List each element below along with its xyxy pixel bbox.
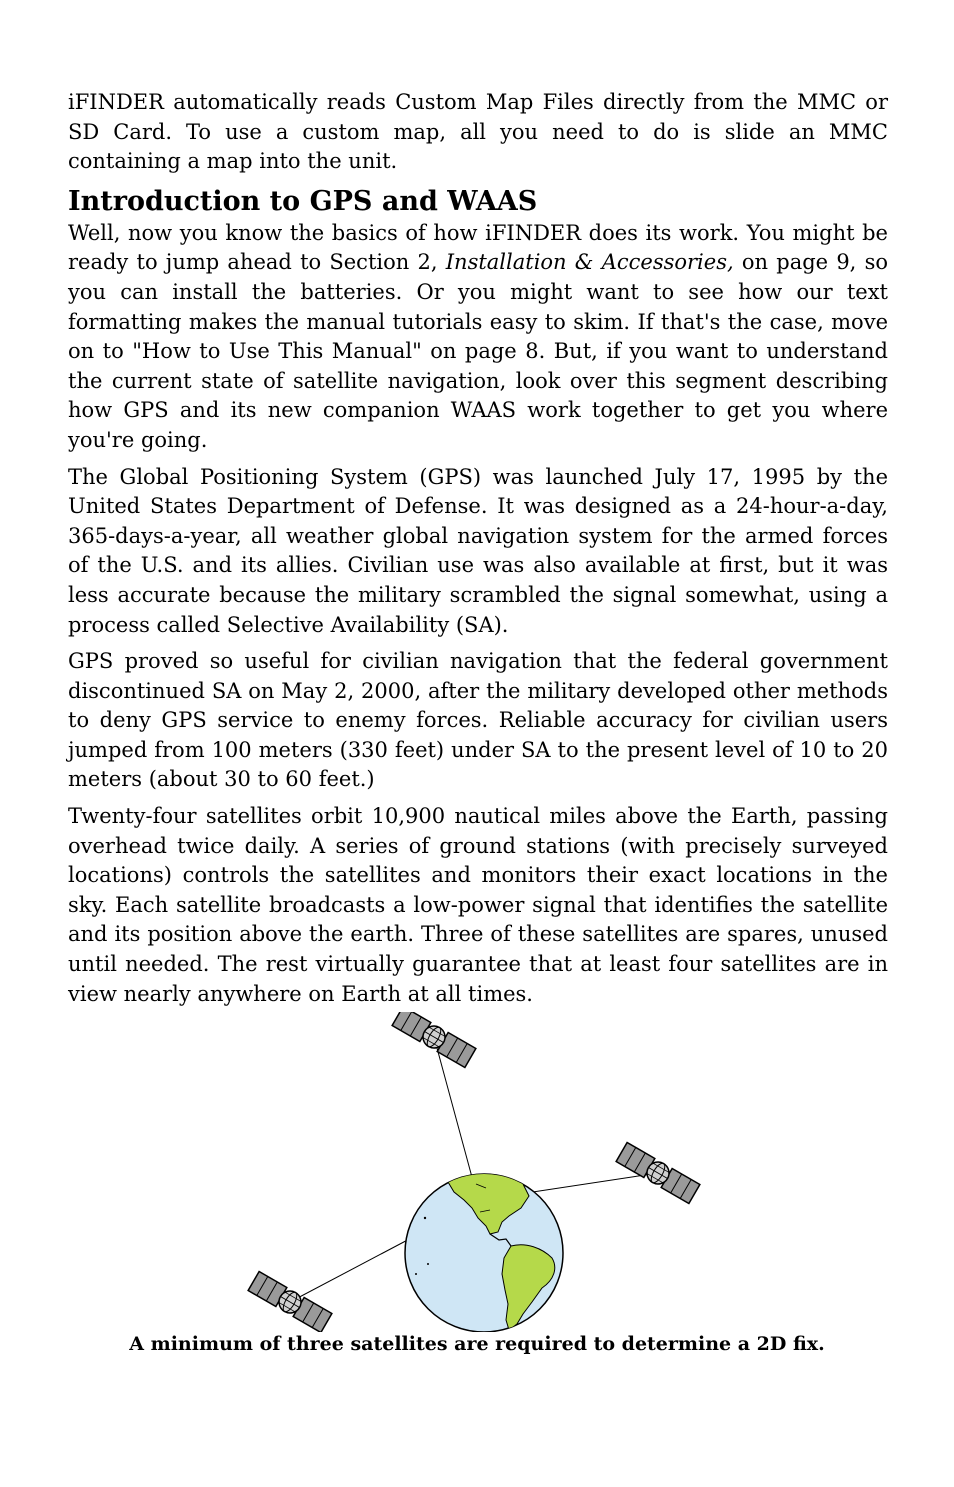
paragraph-gps-history: The Global Positioning System (GPS) was launched July 17, 1995 by the United States Department of Defense. It was designed as a 24-hour-a-day, 365-days-a-year, all weather global navigation system for the armed forces of the U.S. and its allies. Civilian use was also available at first, but it was less accurate because the military scrambled the signal somewhat, using a process called Selective Availability (SA). [68,464,888,637]
paragraph-basics-lead: Well, now you know the basics of how iFINDER does its work. You might be ready to jump ahead to Section 2, [68,220,888,275]
paragraph-sa-discontinued: GPS proved so useful for civilian navigation that the federal government discontinued SA on May 2, 2000, after the military developed other methods to deny GPS service to enemy forces. Reliable accuracy for civilian users jumped from 100 meters (330 feet) under SA to the present level of 10 to 20 meters (about 30 to 60 feet.) [68,649,888,792]
paragraph-basics-rest: on page 9, so you can install the batteries. Or you might want to see how our text formatting makes the manual tutorials easy to skim. If that's the case, move on to "How to Use This Manual" on page 8. But, if you want to understand the current state of satellite navigation, look over this segment describing how GPS and its new companion WAAS work together to get you where you're going. [68,250,888,452]
figure-caption: A minimum of three satellites are required to determine a 2D fix. [129,1333,825,1355]
satellite-top-icon [392,1012,476,1068]
earth-globe-icon [405,1171,563,1332]
section-heading: Introduction to GPS and WAAS [68,185,538,217]
satellite-left-icon [248,1271,332,1332]
section-reference-italic: Installation & Accessories, [445,250,734,275]
paragraph-basics [68,219,888,456]
satellite-right-icon [616,1142,700,1203]
page-content [68,88,888,1016]
satellite-diagram [240,1012,720,1332]
paragraph-satellites: Twenty-four satellites orbit 10,900 nautical miles above the Earth, passing overhead twice daily. A series of ground stations (with precisely surveyed locations) controls the satellites and monitors their exact locations in the sky. Each satellite broadcasts a low-power signal that identifies the satellite and its position above the earth. Three of these satellites are spares, unused until needed. The rest virtually guarantee that at least four satellites are in view nearly anywhere on Earth at all times. [68,804,888,1006]
satellite-figure [240,1012,720,1332]
intro-paragraph: iFINDER automatically reads Custom Map Files directly from the MMC or SD Card. To use a custom map, all you need to do is slide an MMC containing a map into the unit. [68,90,888,174]
